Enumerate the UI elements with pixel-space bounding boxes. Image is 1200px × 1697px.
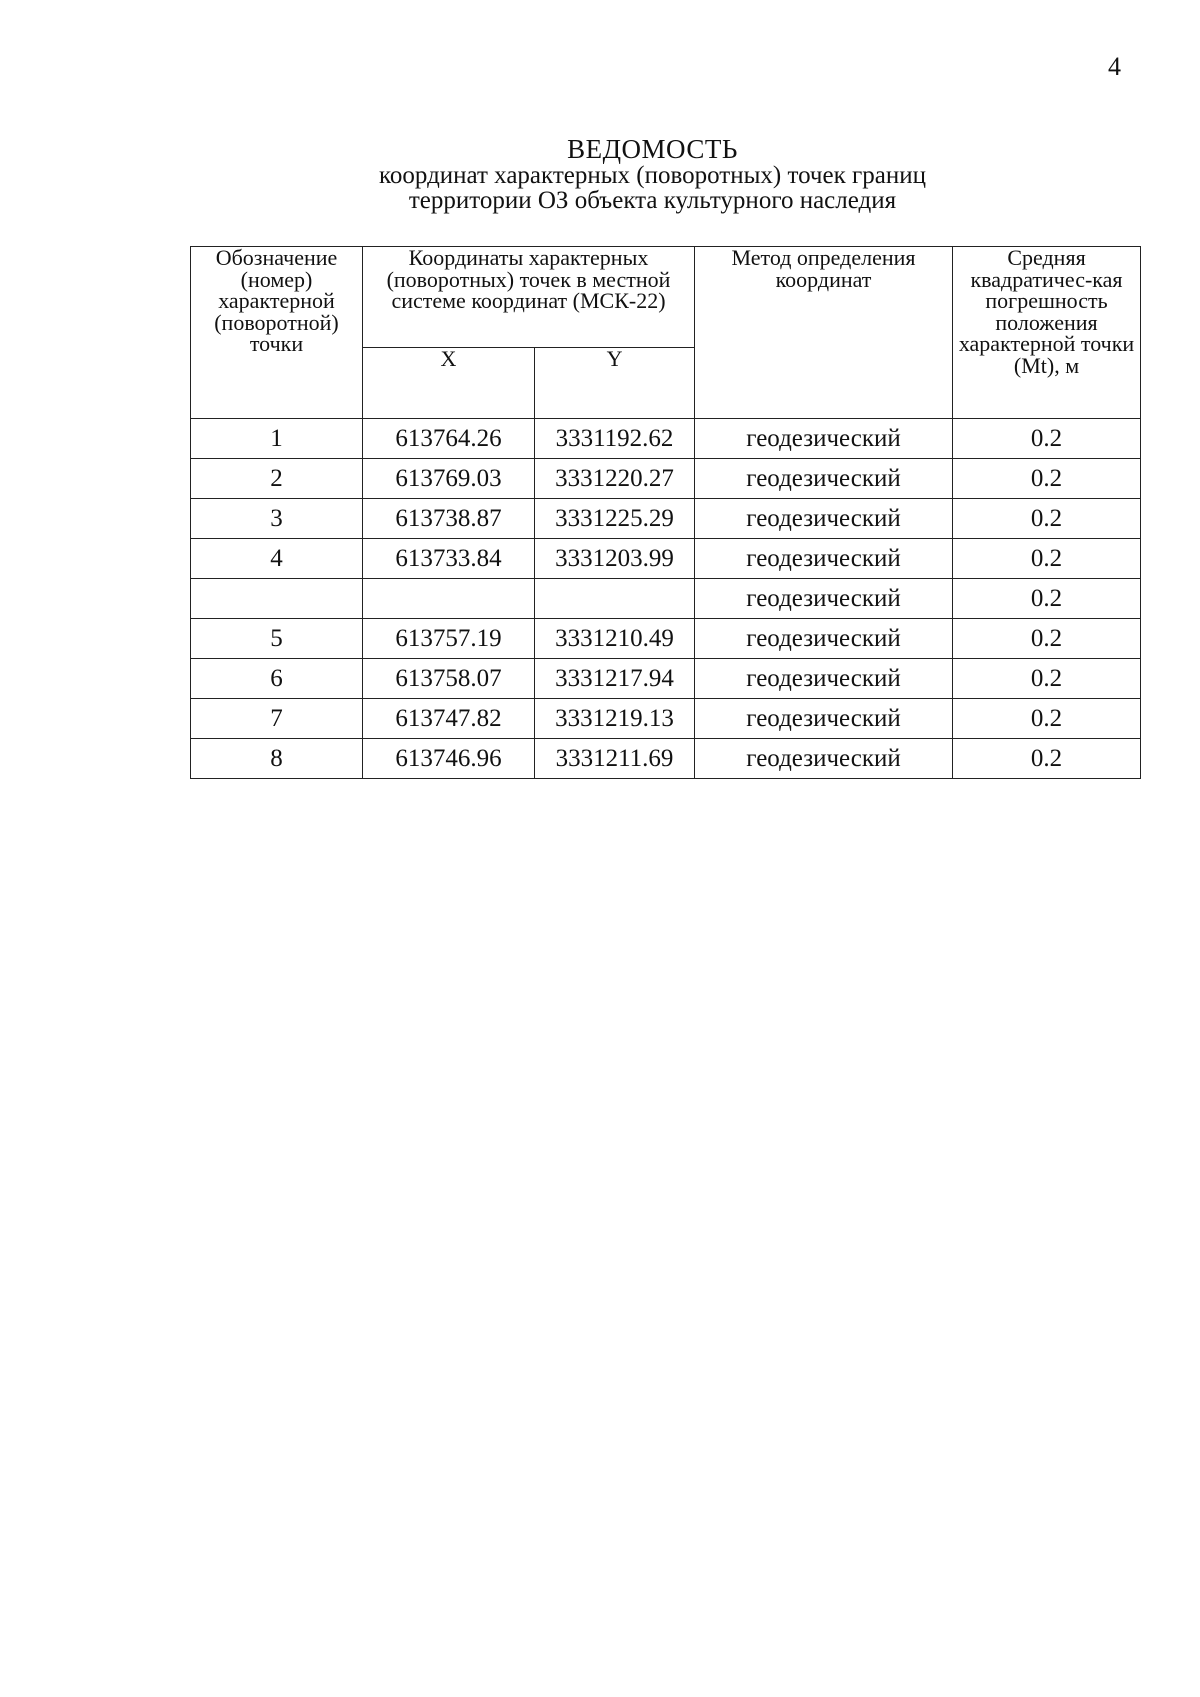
cell-error: 0.2 (953, 659, 1141, 699)
cell-y: 3331219.13 (535, 699, 695, 739)
table-row (191, 739, 1141, 779)
cell-method: геодезический (695, 619, 953, 659)
cell-error: 0.2 (953, 419, 1141, 459)
cell-error: 0.2 (953, 539, 1141, 579)
table-row (191, 579, 1141, 619)
table-body (191, 419, 1141, 779)
header-method: Метод определения координат (695, 247, 953, 419)
cell-y: 3331211.69 (535, 739, 695, 779)
cell-point: 3 (191, 499, 363, 539)
table-row (191, 659, 1141, 699)
cell-x: 613764.26 (363, 419, 535, 459)
title-line-2: координат характерных (поворотных) точек границ (379, 162, 926, 189)
cell-y: 3331210.49 (535, 619, 695, 659)
title-line-1: ВЕДОМОСТЬ (567, 134, 738, 164)
cell-x: 613757.19 (363, 619, 535, 659)
cell-error: 0.2 (953, 579, 1141, 619)
header-x: X (363, 348, 535, 419)
cell-y: 3331225.29 (535, 499, 695, 539)
cell-y: 3331203.99 (535, 539, 695, 579)
coordinates-table (190, 246, 1141, 779)
header-y: Y (535, 348, 695, 419)
document-title (0, 136, 1200, 213)
cell-x: 613746.96 (363, 739, 535, 779)
cell-y: 3331192.62 (535, 419, 695, 459)
cell-method: геодезический (695, 419, 953, 459)
cell-point: 8 (191, 739, 363, 779)
header-coordinates: Координаты характерных (поворотных) точек в местной системе координат (МСК-22) (363, 247, 695, 348)
cell-point: 2 (191, 459, 363, 499)
cell-point: 4 (191, 539, 363, 579)
cell-y (535, 579, 695, 619)
cell-error: 0.2 (953, 739, 1141, 779)
cell-method: геодезический (695, 699, 953, 739)
cell-method: геодезический (695, 579, 953, 619)
cell-point: 1 (191, 419, 363, 459)
cell-method: геодезический (695, 459, 953, 499)
cell-error: 0.2 (953, 619, 1141, 659)
table-row (191, 539, 1141, 579)
header-point: Обозначение (номер) характерной (поворотной) точки (191, 247, 363, 419)
cell-point: 7 (191, 699, 363, 739)
table-row (191, 619, 1141, 659)
table-row (191, 499, 1141, 539)
cell-method: геодезический (695, 499, 953, 539)
cell-method: геодезический (695, 539, 953, 579)
cell-x: 613747.82 (363, 699, 535, 739)
cell-error: 0.2 (953, 499, 1141, 539)
cell-x (363, 579, 535, 619)
cell-error: 0.2 (953, 699, 1141, 739)
cell-y: 3331217.94 (535, 659, 695, 699)
cell-y: 3331220.27 (535, 459, 695, 499)
cell-method: геодезический (695, 659, 953, 699)
cell-x: 613758.07 (363, 659, 535, 699)
table-row (191, 459, 1141, 499)
cell-method: геодезический (695, 739, 953, 779)
cell-error: 0.2 (953, 459, 1141, 499)
cell-x: 613738.87 (363, 499, 535, 539)
cell-point: 5 (191, 619, 363, 659)
page-number: 4 (1108, 52, 1121, 81)
table-row (191, 419, 1141, 459)
title-line-3: территории ОЗ объекта культурного наследия (408, 187, 897, 214)
cell-x: 613733.84 (363, 539, 535, 579)
cell-point: 6 (191, 659, 363, 699)
header-error: Средняя квадратичес-кая погрешность положения характерной точки (Mt), м (953, 247, 1141, 419)
table-row (191, 699, 1141, 739)
cell-point (191, 579, 363, 619)
cell-x: 613769.03 (363, 459, 535, 499)
